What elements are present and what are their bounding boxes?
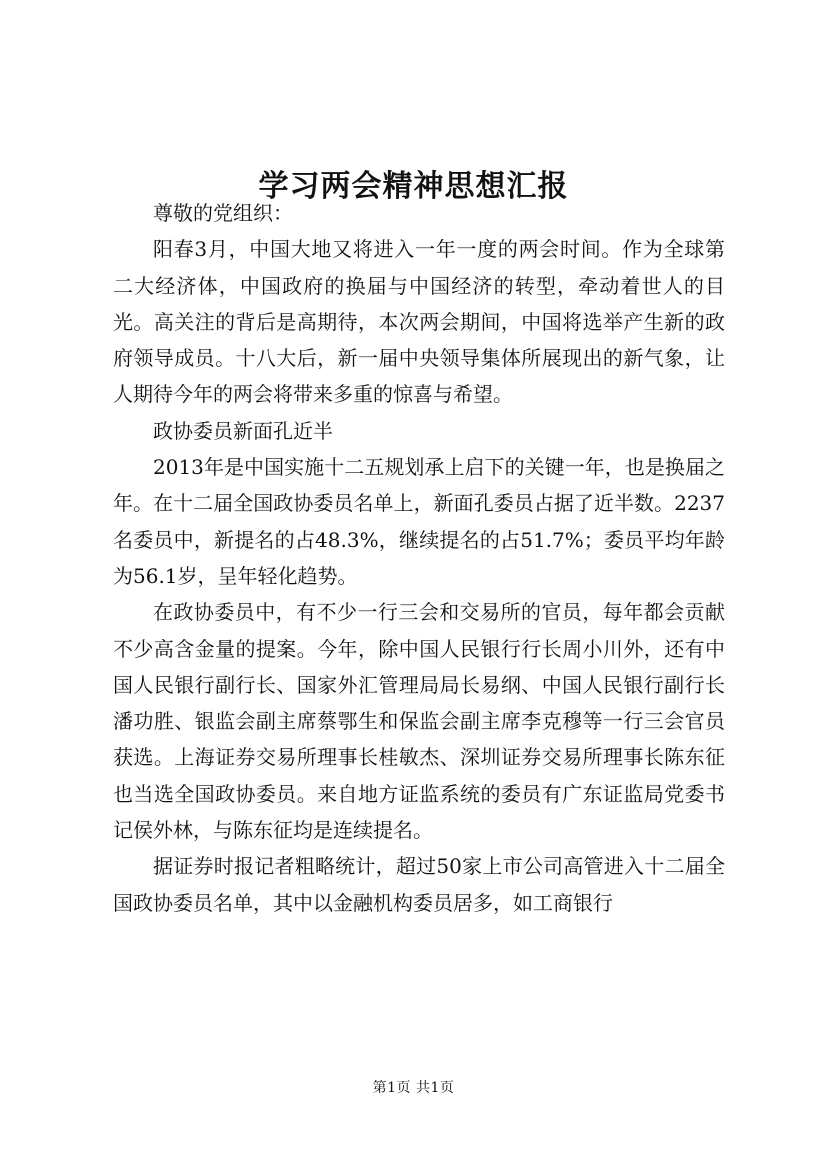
paragraph-officials: 在政协委员中，有不少一行三会和交易所的官员，每年都会贡献不少高含金量的提案。今年，除中国人民银行行长周小川外，还有中国人民银行副行长、国家外汇管理局局长易纲、中国人民银行副行长潘功胜、银监会副主席蔡鄂生和保监会副主席李克穆等一行三会官员获选。上海证券交易所理事长桂敏杰、深圳证券交易所理事长陈东征也当选全国政协委员。来自地方证监系统的委员有广东证监局党委书记侯外林，与陈东征均是连续提名。 [113, 600, 725, 843]
document-title: 学习两会精神思想汇报 [258, 169, 569, 205]
document-body [113, 195, 725, 921]
paragraph-executives: 据证券时报记者粗略统计，超过50家上市公司高管进入十二届全国政协委员名单，其中以金融机构委员居多，如工商银行 [113, 854, 725, 915]
paragraph-intro: 阳春3月，中国大地又将进入一年一度的两会时间。作为全球第二大经济体，中国政府的换届与中国经济的转型，牵动着世人的目光。高关注的背后是高期待，本次两会期间，中国将选举产生新的政府领导成员。十八大后，新一届中央领导集体所展现出的新气象，让人期待今年的两会将带来多重的惊喜与希望。 [113, 237, 725, 407]
section-heading: 政协委员新面孔近半 [153, 418, 333, 443]
salutation: 尊敬的党组织： [153, 201, 293, 225]
page-number: 第1页 共1页 [372, 1080, 455, 1096]
paragraph-statistics: 2013年是中国实施十二五规划承上启下的关键一年，也是换届之年。在十二届全国政协委员名单上，新面孔委员占据了近半数。2237名委员中，新提名的占48.3%，继续提名的占51.7%；委员平均年龄为56.1岁，呈年轻化趋势。 [113, 455, 725, 588]
